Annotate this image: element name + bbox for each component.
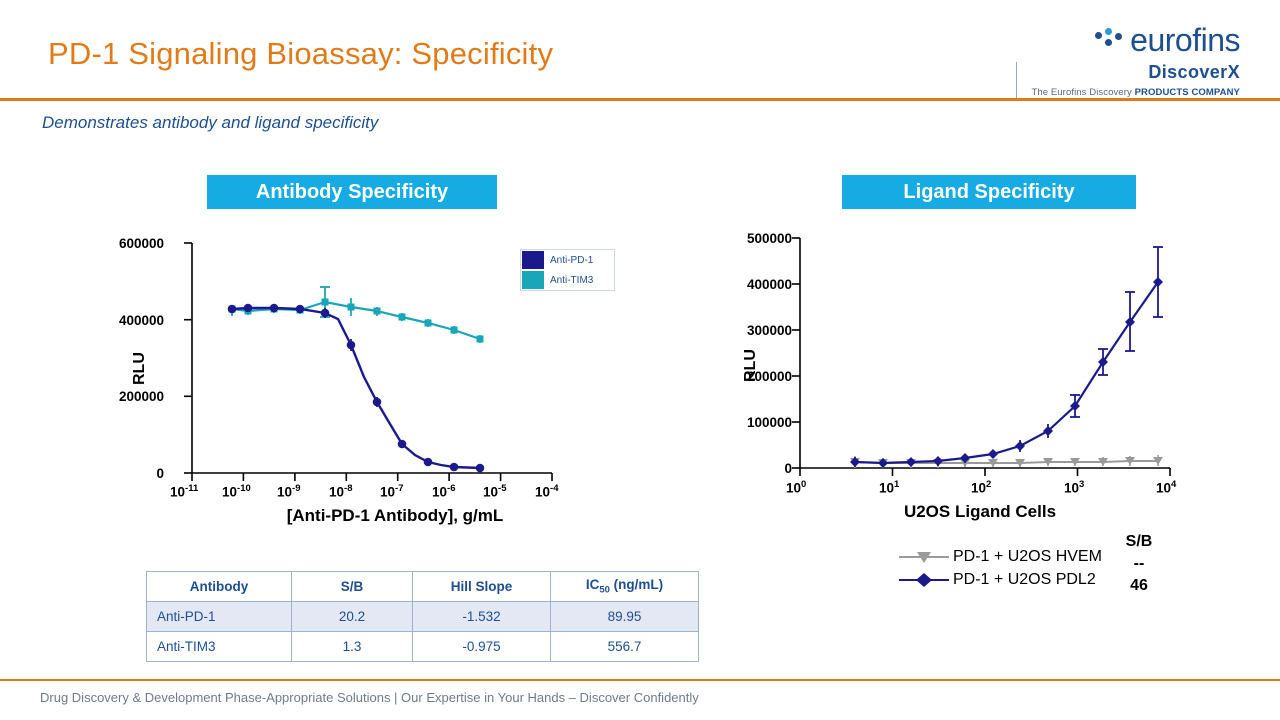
legend-ligand-specificity xyxy=(895,545,1102,591)
panel-heading-antibody-specificity: Antibody Specificity xyxy=(207,175,497,209)
col-header-sb: S/B xyxy=(292,572,413,602)
xtick-left-3: $10^{-9}$ xyxy=(277,483,301,500)
xtick-right-3: $10^2$ xyxy=(971,479,992,496)
col-header-antibody: Antibody xyxy=(147,572,292,602)
logo-subblock xyxy=(1016,62,1240,98)
legend-swatch-anti-tim3 xyxy=(522,271,544,289)
col-header-hill-slope: Hill Slope xyxy=(413,572,551,602)
sb-value-hvem: -- xyxy=(1133,555,1145,572)
cell-ic50-1: 556.7 xyxy=(551,632,699,662)
page-title: PD-1 Signaling Bioassay: Specificity xyxy=(48,36,554,71)
legend-item-hvem xyxy=(895,545,1102,568)
legend-label-anti-tim3: Anti-TIM3 xyxy=(550,274,594,286)
xlabel-right: U2OS Ligand Cells xyxy=(903,502,1057,521)
panel-heading-ligand-specificity: Ligand Specificity xyxy=(842,175,1136,209)
cell-antibody-0: Anti-PD-1 xyxy=(147,602,292,632)
ytick-right-400000: 400000 xyxy=(746,277,792,292)
table-row xyxy=(147,602,699,632)
ytick-right-100000: 100000 xyxy=(746,415,792,430)
page-subtitle: Demonstrates antibody and ligand specificity xyxy=(42,113,379,132)
cell-sb-1: 1.3 xyxy=(292,632,413,662)
col-header-ic50: $IC_{50}$ (ng/mL) xyxy=(551,572,699,602)
legend-item-pdl2 xyxy=(895,568,1102,591)
logo-wordmark: eurofins xyxy=(1130,22,1240,58)
xtick-left-7: $10^{-5}$ xyxy=(483,483,507,500)
xtick-right-5: $10^4$ xyxy=(1156,479,1177,496)
xtick-right-2: $10^1$ xyxy=(879,479,900,496)
xtick-right-1: $10^0$ xyxy=(786,479,807,496)
legend-item-anti-pd-1 xyxy=(521,250,614,270)
ytick-left-400000: 400000 xyxy=(118,313,164,328)
logo-main xyxy=(1095,22,1240,59)
xtick-left-1: $10^{-11}$ xyxy=(170,483,199,500)
legend-swatch-anti-pd-1 xyxy=(522,251,544,269)
xtick-left-4: $10^{-8}$ xyxy=(329,483,353,500)
legend-antibody-specificity xyxy=(520,249,615,291)
table-header-row xyxy=(147,572,699,602)
logo-tagline-light: The Eurofins Discovery xyxy=(1031,87,1135,98)
legend-label-anti-pd-1: Anti-PD-1 xyxy=(550,254,594,266)
cell-hill-0: -1.532 xyxy=(413,602,551,632)
eurofins-dots-icon xyxy=(1095,28,1123,54)
xtick-right-4: $10^3$ xyxy=(1064,479,1085,496)
ytick-right-500000: 500000 xyxy=(746,231,792,246)
ylabel-left: RLU xyxy=(131,352,148,385)
ytick-left-0: 0 xyxy=(156,466,164,481)
antibody-results-table xyxy=(146,571,699,662)
xtick-left-2: $10^{-10}$ xyxy=(222,483,251,500)
cell-sb-0: 20.2 xyxy=(292,602,413,632)
triangle-down-icon xyxy=(895,547,953,567)
footer-divider xyxy=(0,679,1280,681)
logo-tagline-bold: PRODUCTS COMPANY xyxy=(1134,87,1240,98)
cell-hill-1: -0.975 xyxy=(413,632,551,662)
ytick-left-600000: 600000 xyxy=(118,236,164,251)
sb-value-pdl2: 46 xyxy=(1130,577,1148,594)
xtick-left-8: $10^{-4}$ xyxy=(535,483,559,500)
header-divider xyxy=(0,98,1280,101)
diamond-icon xyxy=(895,570,953,590)
legend-label-hvem: PD-1 + U2OS HVEM xyxy=(953,547,1102,565)
ytick-right-300000: 300000 xyxy=(746,323,792,338)
cell-antibody-1: Anti-TIM3 xyxy=(147,632,292,662)
table-row xyxy=(147,632,699,662)
ytick-right-0: 0 xyxy=(784,461,792,476)
legend-label-pdl2: PD-1 + U2OS PDL2 xyxy=(953,570,1096,588)
ic50-subscript: 50 xyxy=(599,584,610,596)
ytick-right-200000: 200000 xyxy=(746,369,792,384)
ylabel-right: RLU xyxy=(742,349,759,382)
logo-tagline xyxy=(1031,87,1240,98)
cell-ic50-0: 89.95 xyxy=(551,602,699,632)
footer-text: Drug Discovery & Development Phase-Appropriate Solutions | Our Expertise in Your Hands – Discover Confidently xyxy=(40,690,699,705)
sb-column xyxy=(1113,531,1165,597)
logo-product-name: DiscoverX xyxy=(1148,62,1240,82)
eurofins-logo xyxy=(980,22,1240,98)
xlabel-left: [Anti-PD-1 Antibody], g/mL xyxy=(286,506,504,525)
xtick-left-5: $10^{-7}$ xyxy=(380,483,404,500)
sb-header: S/B xyxy=(1125,533,1153,550)
legend-item-anti-tim3 xyxy=(521,270,614,290)
xtick-left-6: $10^{-6}$ xyxy=(432,483,456,500)
ytick-left-200000: 200000 xyxy=(118,389,164,404)
